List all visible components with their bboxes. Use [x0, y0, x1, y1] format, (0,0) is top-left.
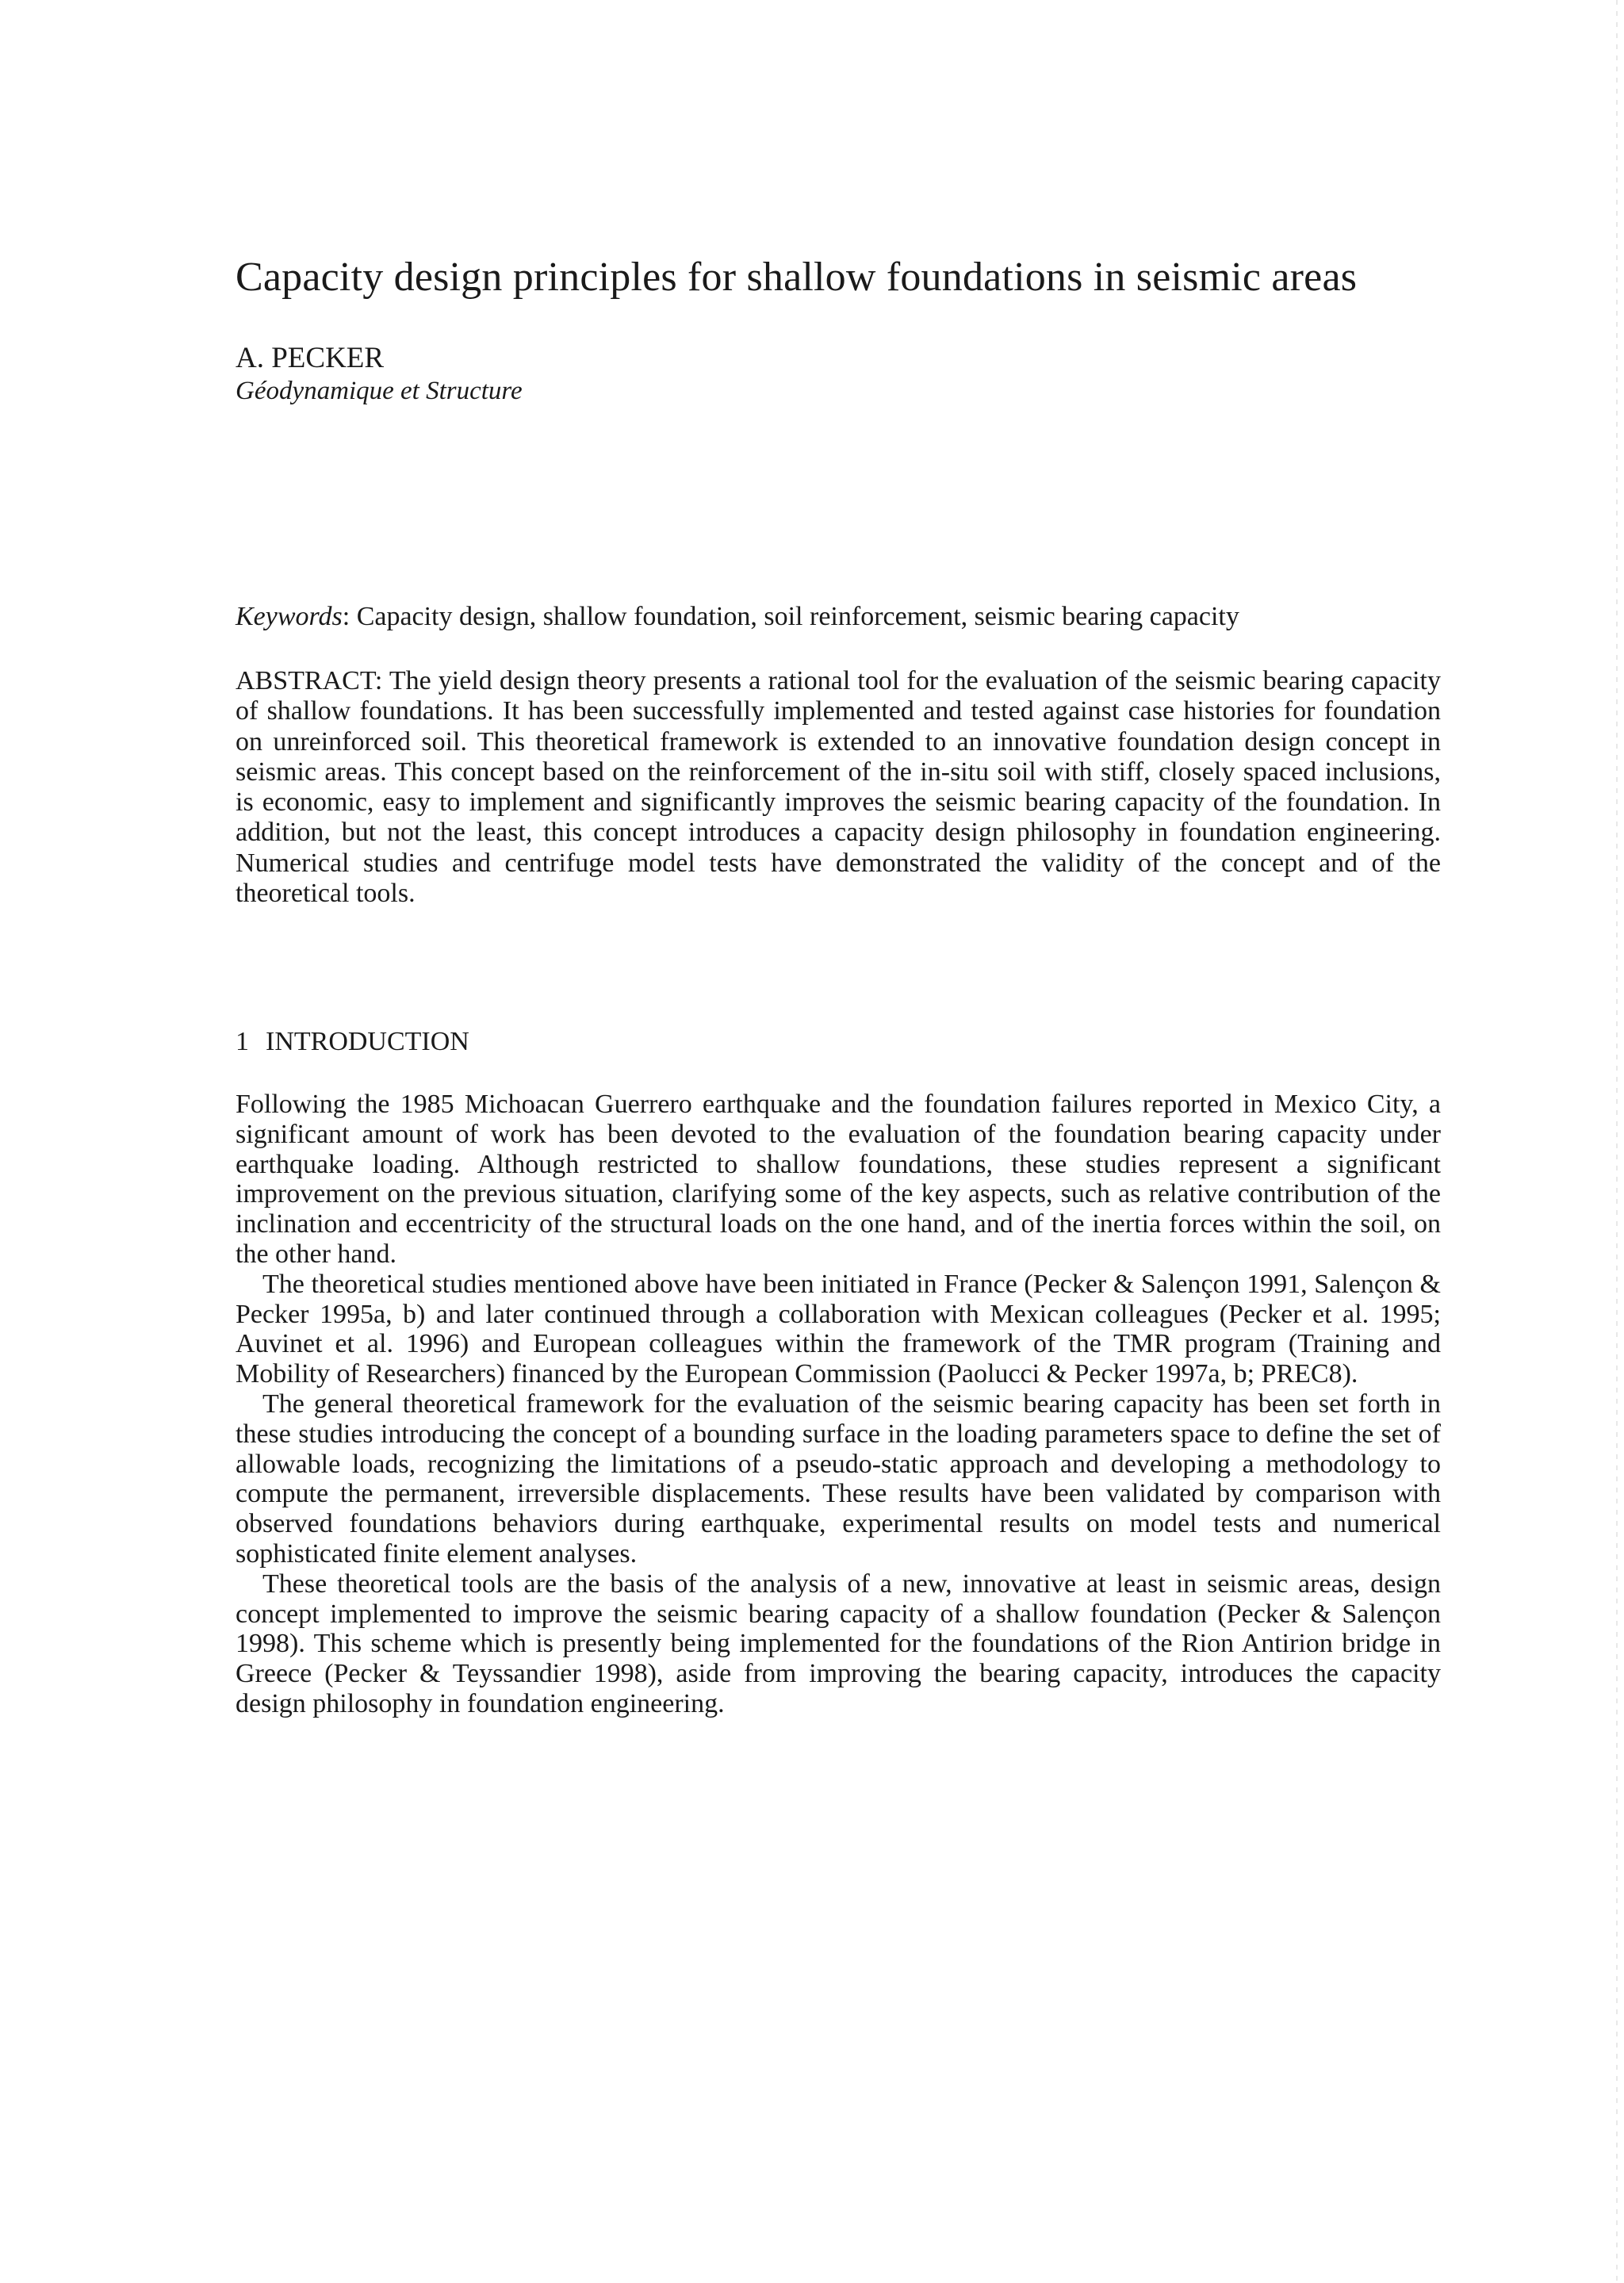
body-paragraph: The theoretical studies mentioned above have been initiated in France (Pecker & Salençon 1991, Salençon & Pecker 1995a, b) and later continued through a collaboration with Mexican colleagues (Pecker et al. 1995; Auvinet et al. 1996) and European colleagues within the framework of the TMR program (Training and Mobility of Researchers) financed by the European Commission (Paolucci & Pecker 1997a, b; PREC8). — [236, 1269, 1441, 1389]
body-paragraph: These theoretical tools are the basis of the analysis of a new, innovative at least in seismic areas, design concept implemented to improve the seismic bearing capacity of a shallow foundation (Pecker & Salençon 1998). This scheme which is presently being implemented for the foundations of the Rion Antirion bridge in Greece (Pecker & Teyssandier 1998), aside from improving the bearing capacity, introduces the capacity design philosophy in foundation engineering. — [236, 1569, 1441, 1718]
keywords-text: : Capacity design, shallow foundation, soil reinforcement, seismic bearing capacity — [342, 602, 1239, 631]
section-number: 1 — [236, 1027, 249, 1056]
author-affiliation: Géodynamique et Structure — [236, 377, 523, 405]
abstract: ABSTRACT: The yield design theory presents a rational tool for the evaluation of the seismic bearing capacity of shallow foundations. It has been successfully implemented and tested against case histories for foundation on unreinforced soil. This theoretical framework is extended to an innovative foundation design concept in seismic areas. This concept based on the reinforcement of the in-situ soil with stiff, closely spaced inclusions, is economic, easy to implement and significantly improves the seismic bearing capacity of the foundation. In addition, but not the least, this concept introduces a capacity design philosophy in foundation engineering. Numerical studies and centrifuge model tests have demonstrated the validity of the concept and of the theoretical tools. — [236, 666, 1441, 909]
keywords-line — [236, 599, 1239, 634]
body-paragraph: Following the 1985 Michoacan Guerrero earthquake and the foundation failures reported in Mexico City, a significant amount of work has been devoted to the evaluation of the foundation bearing capacity under earthquake loading. Although restricted to shallow foundations, these studies represent a significant improvement on the previous situation, clarifying some of the key aspects, such as relative contribution of the inclination and eccentricity of the structural loads on the one hand, and of the inertia forces within the soil, on the other hand. — [236, 1090, 1441, 1269]
introduction-body — [236, 1090, 1441, 1719]
page-scan-edge — [1616, 0, 1618, 2283]
paper-title: Capacity design principles for shallow foundations in seismic areas — [236, 255, 1358, 300]
section-title: INTRODUCTION — [266, 1027, 469, 1056]
keywords-label: Keywords — [236, 602, 343, 631]
author-name: A. PECKER — [236, 342, 385, 374]
body-paragraph: The general theoretical framework for the evaluation of the seismic bearing capacity has been set forth in these studies introducing the concept of a bounding surface in the loading parameters space to define the set of allowable loads, recognizing the limitations of a pseudo-static approach and developing a methodology to compute the permanent, irreversible displacements. These results have been validated by comparison with observed foundations behaviors during earthquake, experimental results on model tests and numerical sophisticated finite element analyses. — [236, 1389, 1441, 1569]
section-heading — [236, 1025, 469, 1059]
